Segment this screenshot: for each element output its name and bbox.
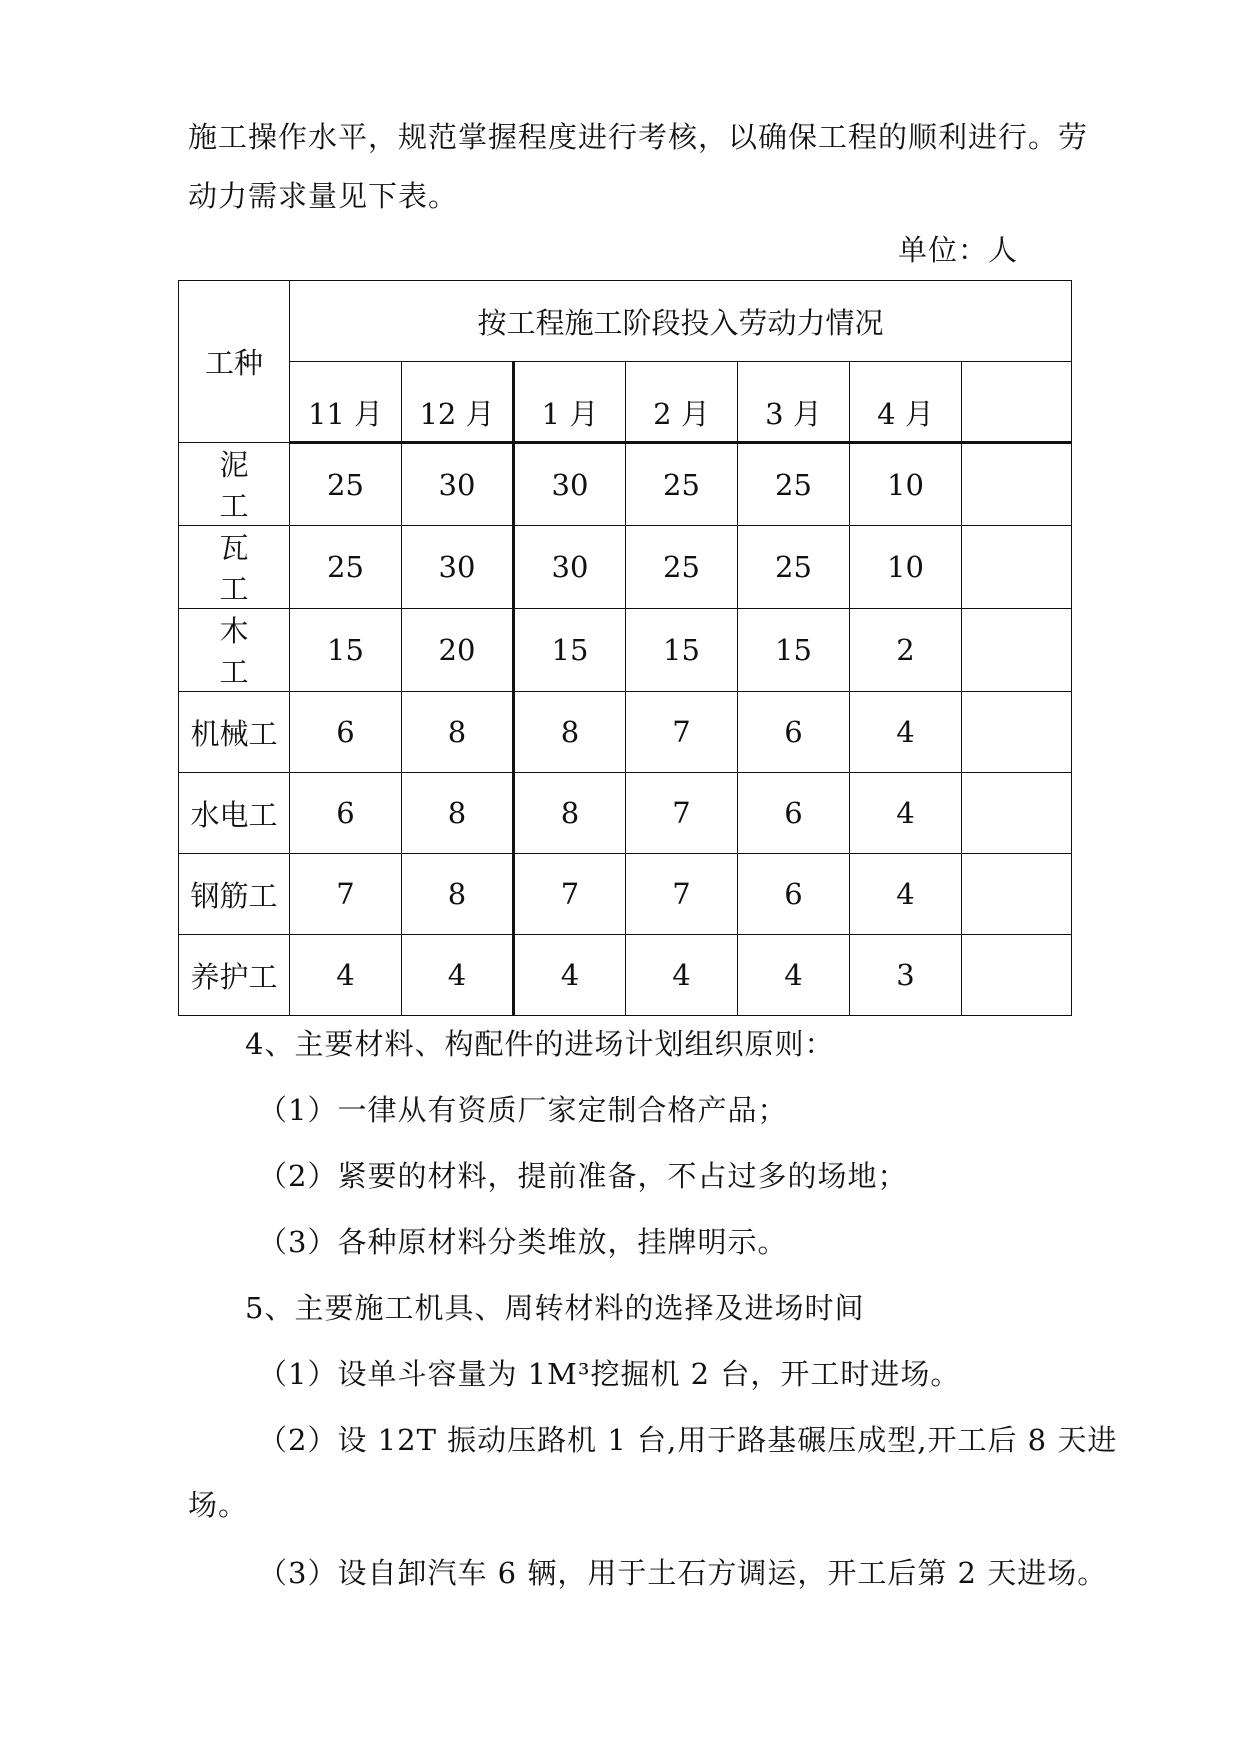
labor-count-cell: 25 — [738, 443, 850, 526]
labor-count-cell: 4 — [850, 773, 962, 854]
labor-count-cell: 15 — [290, 609, 402, 692]
labor-count-cell: 4 — [850, 692, 962, 773]
labor-count-cell: 15 — [514, 609, 626, 692]
labor-count-cell: 30 — [514, 526, 626, 609]
trade-column-header: 工种 — [179, 281, 290, 443]
labor-count-cell: 6 — [290, 692, 402, 773]
labor-count-cell: 25 — [290, 443, 402, 526]
list-item: （1）设单斗容量为 1M³挖掘机 2 台，开工时进场。 — [258, 1357, 961, 1391]
labor-count-cell: 25 — [290, 526, 402, 609]
labor-count-cell: 4 — [850, 854, 962, 935]
labor-demand-table — [178, 280, 1072, 1016]
labor-count-cell — [962, 854, 1072, 935]
labor-count-cell: 2 — [850, 609, 962, 692]
labor-count-cell: 30 — [514, 443, 626, 526]
labor-count-cell: 8 — [402, 854, 514, 935]
table-row — [179, 935, 1072, 1016]
labor-count-cell: 7 — [626, 773, 738, 854]
labor-count-cell: 25 — [738, 526, 850, 609]
labor-count-cell: 4 — [514, 935, 626, 1016]
labor-count-cell: 20 — [402, 609, 514, 692]
labor-count-cell: 8 — [402, 692, 514, 773]
labor-count-cell: 6 — [290, 773, 402, 854]
list-item: （2）设 12T 振动压路机 1 台,用于路基碾压成型,开工后 8 天进 — [258, 1423, 1118, 1457]
labor-count-cell — [962, 692, 1072, 773]
labor-count-cell: 15 — [738, 609, 850, 692]
labor-count-cell: 7 — [514, 854, 626, 935]
labor-count-cell: 7 — [626, 854, 738, 935]
trade-name: 钢筋工 — [179, 854, 290, 935]
list-item: （2）紧要的材料，提前准备，不占过多的场地； — [258, 1159, 908, 1193]
table-row — [179, 443, 1072, 526]
labor-count-cell: 6 — [738, 692, 850, 773]
labor-count-cell: 25 — [626, 443, 738, 526]
period-group-header: 按工程施工阶段投入劳动力情况 — [290, 281, 1072, 362]
trade-name: 瓦工 — [179, 526, 290, 609]
trade-name: 养护工 — [179, 935, 290, 1016]
labor-count-cell: 4 — [626, 935, 738, 1016]
table-row — [179, 773, 1072, 854]
labor-count-cell: 10 — [850, 443, 962, 526]
labor-count-cell: 4 — [738, 935, 850, 1016]
table-row — [179, 526, 1072, 609]
labor-count-cell: 7 — [626, 692, 738, 773]
month-header: 12 月 — [402, 362, 514, 443]
labor-count-cell: 30 — [402, 443, 514, 526]
trade-name: 水电工 — [179, 773, 290, 854]
labor-count-cell: 8 — [514, 773, 626, 854]
labor-count-cell — [962, 935, 1072, 1016]
labor-count-cell: 3 — [850, 935, 962, 1016]
labor-count-cell: 10 — [850, 526, 962, 609]
labor-count-cell: 6 — [738, 854, 850, 935]
list-item: （1）一律从有资质厂家定制合格产品； — [258, 1093, 788, 1127]
list-item: （3）各种原材料分类堆放，挂牌明示。 — [258, 1225, 788, 1259]
month-header: 4 月 — [850, 362, 962, 443]
labor-count-cell: 4 — [402, 935, 514, 1016]
table-row — [179, 609, 1072, 692]
labor-count-cell — [962, 443, 1072, 526]
labor-count-cell: 4 — [290, 935, 402, 1016]
labor-count-cell — [962, 526, 1072, 609]
body-text-line: 动力需求量见下表。 — [188, 179, 459, 213]
labor-count-cell: 7 — [290, 854, 402, 935]
labor-count-cell: 15 — [626, 609, 738, 692]
table-row — [179, 692, 1072, 773]
labor-count-cell: 8 — [514, 692, 626, 773]
month-header: 1 月 — [514, 362, 626, 443]
unit-label: 单位：人 — [898, 233, 1019, 267]
list-item: （3）设自卸汽车 6 辆，用于土石方调运，开工后第 2 天进场。 — [258, 1556, 1108, 1590]
month-header — [962, 362, 1072, 443]
month-header: 11 月 — [290, 362, 402, 443]
body-text-line: 施工操作水平，规范掌握程度进行考核，以确保工程的顺利进行。劳 — [188, 120, 1089, 154]
section-heading: 4、主要材料、构配件的进场计划组织原则： — [245, 1027, 835, 1061]
labor-count-cell — [962, 609, 1072, 692]
month-header: 2 月 — [626, 362, 738, 443]
table-row — [179, 854, 1072, 935]
trade-name: 木工 — [179, 609, 290, 692]
list-item-continuation: 场。 — [188, 1488, 249, 1522]
trade-name: 机械工 — [179, 692, 290, 773]
labor-count-cell: 30 — [402, 526, 514, 609]
labor-count-cell: 25 — [626, 526, 738, 609]
month-header: 3 月 — [738, 362, 850, 443]
labor-count-cell: 8 — [402, 773, 514, 854]
labor-count-cell: 6 — [738, 773, 850, 854]
section-heading: 5、主要施工机具、周转材料的选择及进场时间 — [245, 1291, 865, 1325]
trade-name: 泥工 — [179, 443, 290, 526]
labor-count-cell — [962, 773, 1072, 854]
